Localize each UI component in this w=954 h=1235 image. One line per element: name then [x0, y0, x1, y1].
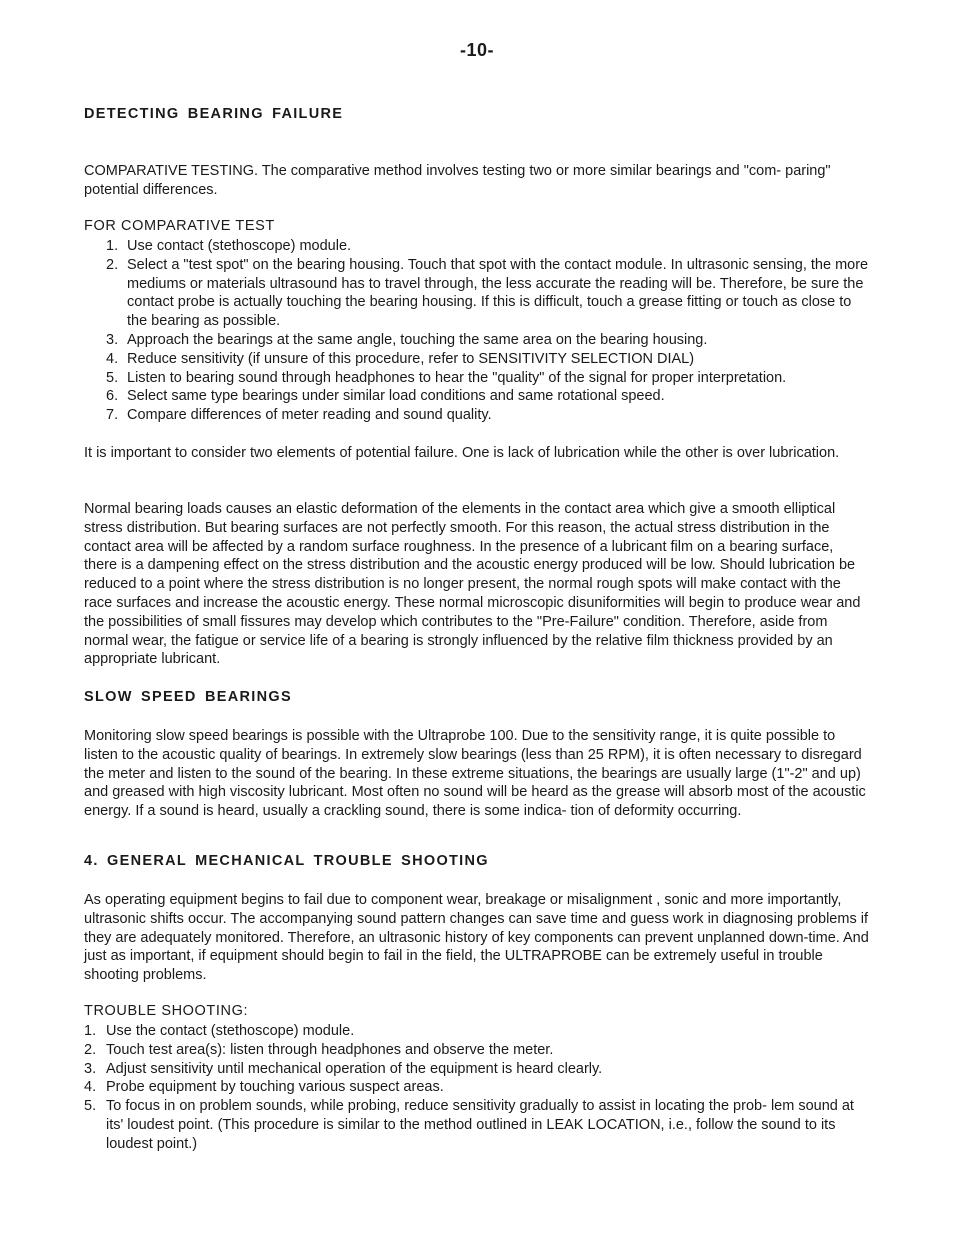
list-item — [84, 350, 870, 369]
list-item — [84, 1022, 870, 1041]
mechanical-paragraph: As operating equipment begins to fail due to component wear, breakage or misalignment , sonic and more importantly, ultrasonic shifts occur. The accompanying sound pattern changes can save time and guess work in diagnosing problems if they are adequately monitored. Therefore, an ultrasonic history of key components can prevent unplanned down-time. And just as important, if equipment should begin to fail in the field, the ULTRAPROBE can be extremely useful in trouble shooting problems. — [84, 892, 869, 984]
list-item — [84, 369, 870, 388]
comparative-testing-paragraph: COMPARATIVE TESTING. The comparative method involves testing two or more similar bearings and "com- paring" potential differences. — [84, 163, 831, 198]
heading-slow-speed-bearings: SLOW SPEED BEARINGS — [84, 689, 292, 705]
slow-speed-paragraph: Monitoring slow speed bearings is possible with the Ultraprobe 100. Due to the sensitivity range, it is quite possible to listen to the acoustic quality of bearings. In extremely slow bearings (less than 25 RPM), it is often necessary to disregard the meter and listen to the sound of the bearing. In these extreme situations, the bearings are usually large (1"-2" and up) and greased with high viscosity lubricant. Most often no sound will be heard as the grease will absorb most of the acoustic energy. If a sound is heard, usually a crackling sound, there is some indica- tion of deformity occurring. — [84, 728, 866, 820]
list-item-text: Adjust sensitivity until mechanical operation of the equipment is heard clearly. — [106, 1060, 603, 1077]
list-item — [84, 406, 870, 425]
list-item-number: 4. — [106, 350, 119, 367]
list-item-number: 4. — [84, 1079, 97, 1096]
list-item-text: Use the contact (stethoscope) module. — [106, 1023, 355, 1039]
list-item — [84, 387, 870, 406]
list-item-number: 3. — [84, 1060, 97, 1077]
list-item — [84, 1041, 870, 1060]
list-item-text: Use contact (stethoscope) module. — [127, 238, 352, 254]
list-item-text: To focus in on problem sounds, while probing, reduce sensitivity gradually to assist in locating the prob- lem sound at its' loudest point. (This procedure is similar to the method outlined in LEAK LOCATION, i.e., follow the sound to its loudest point.) — [106, 1098, 854, 1152]
page-number: -10- — [459, 40, 494, 60]
list-item — [84, 331, 870, 350]
list-item-number: 1. — [84, 1023, 97, 1039]
list-item-text: Probe equipment by touching various suspect areas. — [106, 1079, 444, 1096]
list-item-number: 5. — [84, 1098, 97, 1115]
list-item-text: Approach the bearings at the same angle, touching the same area on the bearing housing. — [127, 331, 708, 348]
list-item — [84, 256, 870, 331]
list-item-number: 2. — [106, 256, 119, 273]
heading-detecting-bearing-failure: DETECTING BEARING FAILURE — [84, 106, 344, 122]
list-item — [84, 237, 870, 256]
trouble-shooting-steps — [84, 1022, 870, 1154]
list-item-number: 7. — [106, 407, 119, 424]
list-item-text: Select same type bearings under similar load conditions and same rotational speed. — [127, 388, 665, 405]
comparative-test-steps — [84, 237, 870, 425]
list-item — [84, 1078, 870, 1097]
heading-general-mechanical-trouble-shooting: 4. GENERAL MECHANICAL TROUBLE SHOOTING — [84, 853, 489, 869]
list-item-text: Compare differences of meter reading and sound quality. — [127, 407, 492, 424]
for-comparative-test-label: FOR COMPARATIVE TEST — [84, 218, 275, 234]
trouble-shooting-label: TROUBLE SHOOTING: — [84, 1003, 249, 1019]
list-item-text: Select a "test spot" on the bearing housing. Touch that spot with the contact module. In ultrasonic sensing, the more mediums or materials ultrasound has to travel through, the less accurate the reading will be. Therefore, be sure the contact probe is actually touching the bearing housing. If this is difficult, touch a grease fitting or touch as close to the bearing as possible. — [127, 256, 869, 330]
list-item-number: 5. — [106, 369, 119, 386]
list-item — [84, 1060, 870, 1079]
normal-bearing-loads-paragraph: Normal bearing loads causes an elastic deformation of the elements in the contact area which give a smooth elliptical stress distribution. But bearing surfaces are not perfectly smooth. For this reason, the actual stress distribution in the contact area will be affected by a random surface roughness. In the presence of a lubricant film on a bearing surface, there is a dampening effect on the stress distribution and the acoustic energy produced will be low. Should lubrication be reduced to a point where the stress distribution is no longer present, the normal rough spots will make contact with the race surfaces and increase the acoustic energy. These normal microscopic disuniformities will begin to produce wear and the possibilities of small fissures may develop which contributes to the "Pre-Failure" condition. Therefore, aside from normal wear, the fatigue or service life of a bearing is strongly influenced by the relative film thickness provided by an appropriate lubricant. — [84, 501, 861, 668]
list-item-number: 6. — [106, 388, 119, 405]
list-item-number: 2. — [84, 1041, 97, 1058]
list-item-text: Touch test area(s): listen through headphones and observe the meter. — [106, 1041, 554, 1058]
list-item-text: Reduce sensitivity (if unsure of this procedure, refer to SENSITIVITY SELECTION DIAL) — [127, 350, 695, 367]
list-item-number: 1. — [106, 238, 119, 254]
list-item-number: 3. — [106, 331, 119, 348]
list-item-text: Listen to bearing sound through headphones to hear the "quality" of the signal for proper interpretation. — [127, 369, 787, 386]
potential-failure-paragraph: It is important to consider two elements of potential failure. One is lack of lubrication while the other is over lubrication. — [84, 445, 840, 461]
list-item — [84, 1097, 870, 1153]
